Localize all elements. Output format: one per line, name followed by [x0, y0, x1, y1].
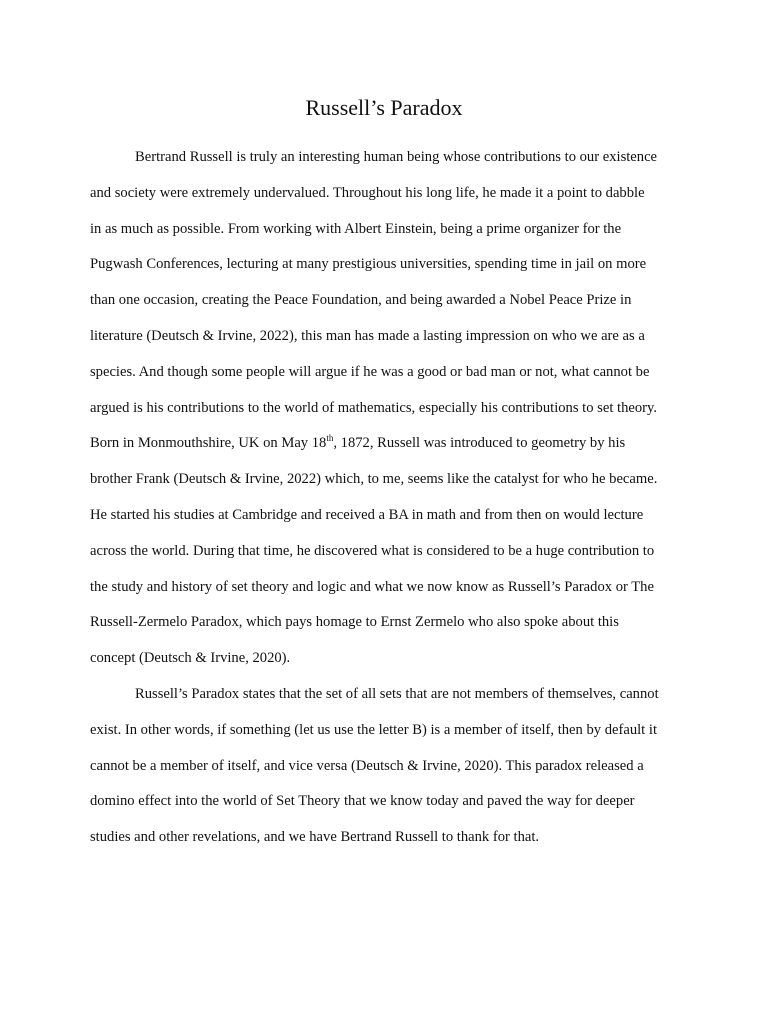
text-line: brother Frank (Deutsch & Irvine, 2022) which, to me, seems like the catalyst for who he became. — [90, 471, 658, 488]
text-line: cannot be a member of itself, and vice versa (Deutsch & Irvine, 2020). This paradox released a — [90, 757, 644, 774]
text-line: across the world. During that time, he discovered what is considered to be a huge contribution to — [90, 542, 655, 559]
document-body — [90, 140, 678, 856]
document-title: Russell’s Paradox — [305, 95, 463, 120]
text-line: Bertrand Russell is truly an interesting human being whose contributions to our existence — [135, 149, 658, 165]
text-line: Pugwash Conferences, lecturing at many prestigious universities, spending time in jail on more — [90, 256, 647, 273]
paragraph-1 — [90, 140, 678, 677]
ordinal-superscript: th — [326, 433, 334, 444]
text-line: and society were extremely undervalued. Throughout his long life, he made it a point to dabble — [90, 184, 645, 201]
paragraph-2 — [90, 677, 678, 856]
text-line: literature (Deutsch & Irvine, 2022), this man has made a lasting impression on who we are as a — [90, 327, 645, 344]
text-line: the study and history of set theory and logic and what we now know as Russell’s Paradox or The — [90, 578, 654, 595]
born-text-after: , 1872, Russell was introduced to geometry by his — [333, 435, 626, 452]
text-line-born — [90, 426, 678, 462]
text-line: than one occasion, creating the Peace Foundation, and being awarded a Nobel Peace Prize in — [90, 292, 632, 309]
text-line: species. And though some people will argue if he was a good or bad man or not, what cannot be — [90, 363, 650, 380]
text-line: argued is his contributions to the world of mathematics, especially his contributions to set theory. — [90, 399, 658, 416]
text-line: exist. In other words, if something (let us use the letter B) is a member of itself, then by default it — [90, 721, 657, 738]
text-line: in as much as possible. From working with Albert Einstein, being a prime organizer for the — [90, 220, 622, 237]
text-line: He started his studies at Cambridge and received a BA in math and from then on would lecture — [90, 506, 644, 523]
text-line: Russell-Zermelo Paradox, which pays homage to Ernst Zermelo who also spoke about this — [90, 614, 619, 631]
text-line: domino effect into the world of Set Theory that we know today and paved the way for deeper — [90, 793, 635, 810]
text-line: studies and other revelations, and we have Bertrand Russell to thank for that. — [90, 829, 540, 846]
text-line: concept (Deutsch & Irvine, 2020). — [90, 650, 291, 667]
born-text-before: Born in Monmouthshire, UK on May 18 — [90, 435, 327, 452]
text-line: Russell’s Paradox states that the set of all sets that are not members of themselves, cannot — [135, 685, 659, 702]
